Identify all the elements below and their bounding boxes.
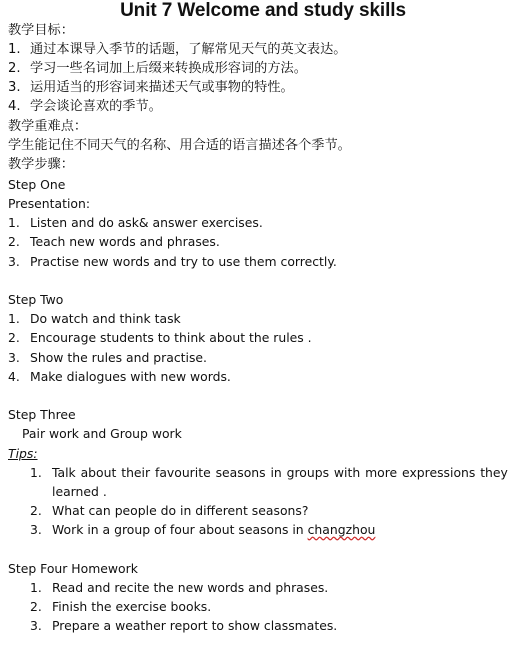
list-number: 3. (8, 254, 20, 269)
list-item (8, 233, 220, 250)
list-number: 4. (8, 99, 21, 114)
word: seasons (215, 465, 266, 480)
word: expressions (402, 465, 476, 480)
list-text-continuation: learned . (52, 484, 107, 499)
word: with (333, 465, 361, 480)
list-text: Finish the exercise books. (52, 599, 212, 614)
word: favourite (154, 465, 211, 480)
list-text: Do watch and think task (30, 311, 181, 326)
spellcheck-word: changzhou (307, 522, 376, 537)
objective-item (8, 60, 307, 77)
list-number: 3. (30, 522, 42, 537)
list-item (8, 368, 231, 385)
list-item (8, 310, 181, 327)
list-item (8, 349, 207, 366)
step-one-subtitle: Presentation: (8, 196, 90, 211)
list-number: 4. (8, 369, 20, 384)
list-text: Show the rules and practise. (30, 350, 207, 365)
steps-heading: 教学步骤： (8, 157, 74, 172)
list-text: Encourage students to think about the rules . (30, 330, 312, 345)
list-text: 学习一些名词加上后缀来转换成形容词的方法。 (30, 61, 307, 76)
list-number: 1. (8, 311, 20, 326)
list-item (30, 598, 211, 615)
step-four-title: Step Four Homework (8, 561, 138, 576)
list-text: 通过本课导入季节的话题，了解常见天气的英文表达。 (30, 42, 347, 57)
list-text-justified (52, 464, 508, 481)
step-three-title: Step Three (8, 407, 76, 422)
list-item (8, 253, 337, 270)
list-item (8, 214, 263, 231)
word: their (121, 465, 151, 480)
list-text: Read and recite the new words and phrases. (52, 580, 329, 595)
list-number: 3. (8, 80, 21, 95)
list-item (30, 521, 375, 538)
list-text: Listen and do ask& answer exercises. (30, 215, 263, 230)
list-item (30, 464, 510, 481)
list-text: 运用适当的形容词来描述天气或事物的特性。 (30, 80, 294, 95)
list-item (8, 329, 312, 346)
list-text: 学会谈论喜欢的季节。 (30, 99, 162, 114)
step-three-subtitle: Pair work and Group work (22, 426, 182, 441)
list-number: 3. (30, 618, 42, 633)
list-number: 2. (30, 503, 42, 518)
list-number: 2. (8, 234, 20, 249)
list-number: 2. (8, 61, 21, 76)
list-number: 3. (8, 350, 20, 365)
list-item (30, 502, 308, 519)
list-text: Practise new words and try to use them correctly. (30, 254, 337, 269)
key-points-heading: 教学重难点： (8, 119, 88, 134)
list-text: Work in a group of four about seasons in (52, 522, 304, 537)
step-two-title: Step Two (8, 292, 64, 307)
tips-label: Tips: (8, 446, 38, 461)
list-text: Teach new words and phrases. (30, 234, 220, 249)
step-one-title: Step One (8, 177, 66, 192)
word: about (80, 465, 117, 480)
word: in (270, 465, 282, 480)
objective-item (8, 79, 294, 96)
objective-item (8, 98, 162, 115)
objective-item (8, 41, 347, 58)
list-number: 2. (30, 599, 42, 614)
objectives-heading: 教学目标： (8, 23, 74, 38)
list-item (30, 579, 328, 596)
list-number: 2. (8, 330, 20, 345)
word: they (480, 465, 508, 480)
list-text: Prepare a weather report to show classmates. (52, 618, 338, 633)
document-title: Unit 7 Welcome and study skills (120, 0, 406, 21)
word: Talk (52, 465, 76, 480)
key-points-text: 学生能记住不同天气的名称、用合适的语言描述各个季节。 (8, 138, 351, 153)
list-number: 1. (30, 465, 42, 480)
list-number: 1. (8, 42, 21, 57)
list-text: Make dialogues with new words. (30, 369, 231, 384)
list-item (30, 617, 337, 634)
word: more (365, 465, 398, 480)
list-text: What can people do in different seasons? (52, 503, 309, 518)
list-number: 1. (30, 580, 42, 595)
list-number: 1. (8, 215, 20, 230)
word: groups (286, 465, 330, 480)
